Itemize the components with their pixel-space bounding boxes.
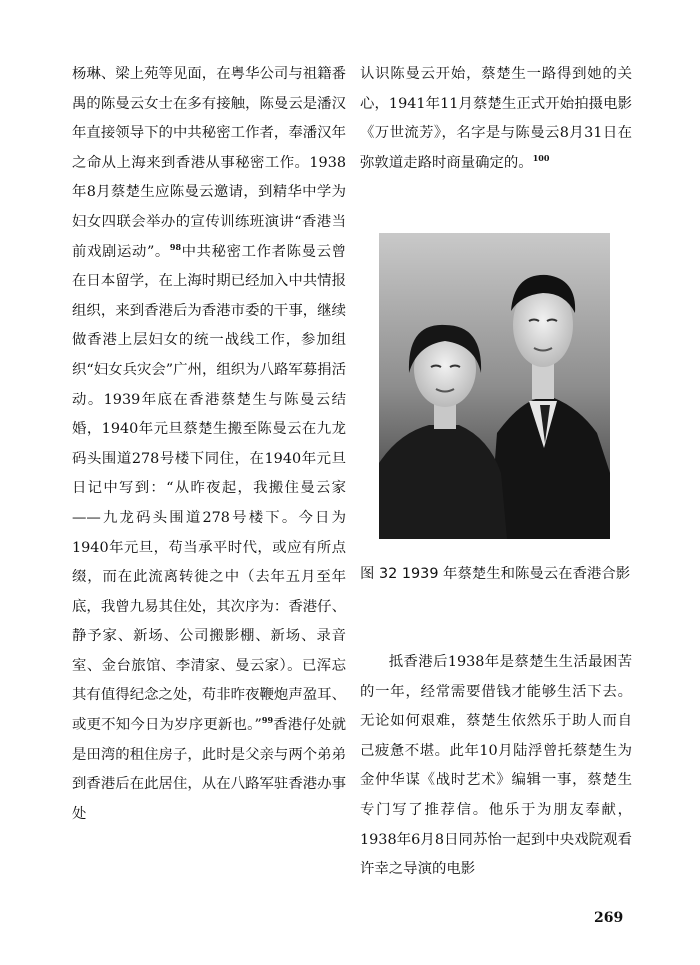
right-paragraph-2: 抵香港后1938年是蔡楚生生活最困苦的一年，经常需要借钱才能够生活下去。无论如何艰难，蔡楚生依然乐于助人而自己疲惫不堪。此年10月陆浮曾托蔡楚生为金仲华谋《战时艺术》编辑一事，蔡楚生专门写了推荐信。他乐于为朋友奉献，1938年6月8日同苏怡一起到中央戏院观看许幸之导演的电影 [360, 654, 632, 878]
right-text-1: 认识陈曼云开始，蔡楚生一路得到她的关心，1941年11月蔡楚生正式开始拍摄电影《万世流芳》，名字是与陈曼云8月31日在弥敦道走路时商量确定的。 [360, 66, 632, 171]
footnote-ref-99: 99 [261, 715, 274, 726]
right-column-bottom [360, 648, 632, 885]
right-column-top [360, 60, 632, 178]
footnote-ref-98: 98 [169, 241, 182, 252]
left-text-a: 杨琳、梁上苑等见面，在粤华公司与祖籍番禺的陈曼云女士在多有接触，陈曼云是潘汉年直接领导下的中共秘密工作者，奉潘汉年之命从上海来到香港从事秘密工作。1938年8月蔡楚生应陈曼云邀请，到精华中学为妇女四联会举办的宣传训练班演讲“香港当前戏剧运动”。 [72, 66, 346, 260]
photo-caption: 图 32 1939 年蔡楚生和陈曼云在香港合影 [360, 566, 631, 582]
left-column [72, 60, 346, 829]
left-text-b: 中共秘密工作者陈曼云曾在日本留学，在上海时期已经加入中共情报组织，来到香港后为香港市委的干事，继续做香港上层妇女的统一战线工作，参加组织“妇女兵灾会”广州，组织为八路军募捐活动。1939年底在香港蔡楚生与陈曼云结婚，1940年元旦蔡楚生搬至陈曼云在九龙码头围道278号楼下同住，在1940年元旦日记中写到：“从昨夜起，我搬住曼云家——九龙码头围道278号楼下。今日为1940年元旦，苟当承平时代，或应有所点缀，而在此流离转徙之中（去年五月至年底，我曾九易其住处，其次序为：香港仔、静予家、新场、公司搬影棚、新场、录音室、金台旅馆、李清家、曼云家）。已浑忘其有值得纪念之处，苟非昨夜鞭炮声盈耳、或更不知今日为岁序更新也。” [72, 243, 346, 734]
left-paragraph [72, 60, 346, 829]
portrait-photo [379, 233, 610, 539]
page-number: 269 [594, 910, 624, 926]
right-paragraph-1 [360, 60, 632, 178]
footnote-ref-100: 100 [532, 152, 550, 163]
photo-illustration [379, 233, 610, 539]
left-text-c: 香港仔处就是田湾的租住房子，此时是父亲与两个弟弟到香港后在此居住，从在八路军驻香港办事处 [72, 717, 346, 822]
